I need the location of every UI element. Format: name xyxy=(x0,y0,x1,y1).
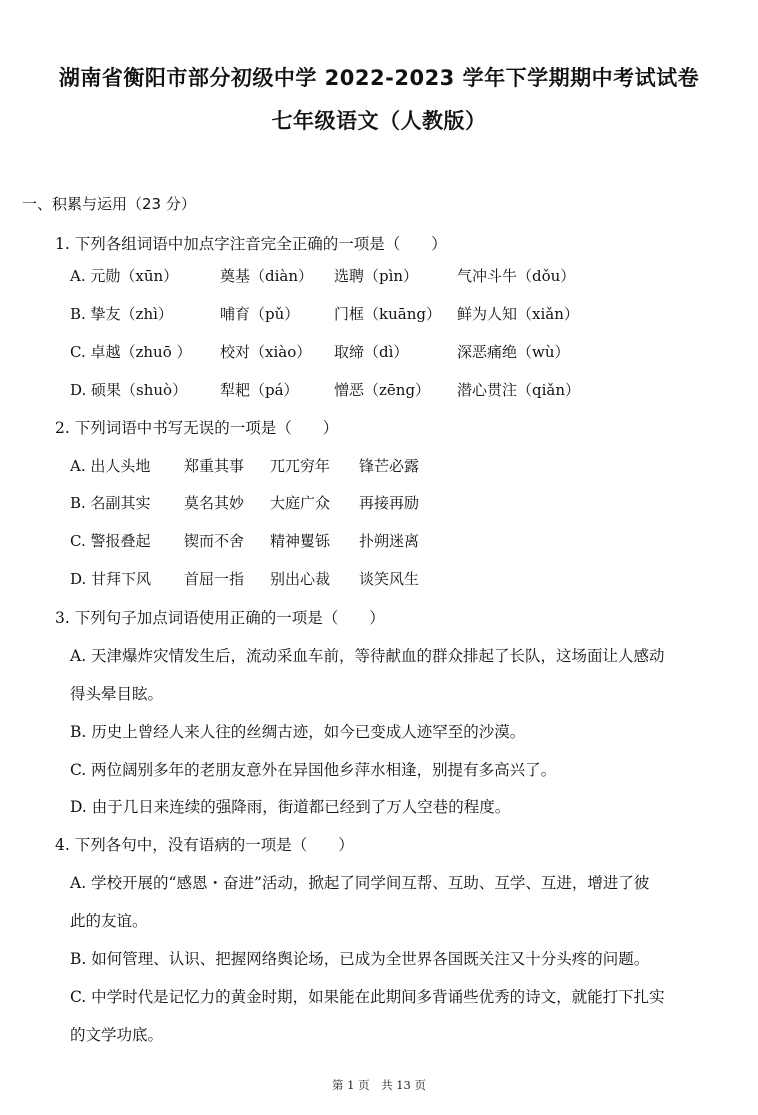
option-item: 潜心贯注（qiǎn） xyxy=(457,381,581,399)
option-item: C. 卓越（zhuō ） xyxy=(70,343,192,361)
option-item: 别出心裁 xyxy=(270,570,331,588)
option-item: 精神矍铄 xyxy=(270,532,331,550)
question-3-stem: 3. 下列句子加点词语使用正确的一项是（ ） xyxy=(55,609,385,627)
option-item: 再接再励 xyxy=(359,494,420,512)
option-item: 首屈一指 xyxy=(184,570,245,588)
option-item: 气冲斗牛（dǒu） xyxy=(457,267,576,285)
option-item: 哺育（pǔ） xyxy=(220,305,300,323)
question-4-option-a: A. 学校开展的“感恩・奋进”活动，掀起了同学间互帮、互助、互学、互进，增进了彼 xyxy=(70,874,650,892)
page-footer: 第 1 页 共 13 页 xyxy=(331,1078,427,1092)
question-1-stem: 1. 下列各组词语中加点字注音完全正确的一项是（ ） xyxy=(55,235,447,253)
option-item: B. 名副其实 xyxy=(70,494,151,512)
exam-subtitle: 七年级语文（人教版） xyxy=(271,109,487,133)
option-item: 鲜为人知（xiǎn） xyxy=(457,305,579,323)
option-item: B. 挚友（zhì） xyxy=(70,305,173,323)
option-item: A. 出人头地 xyxy=(70,457,151,475)
option-item: 奠基（diàn） xyxy=(220,267,314,285)
exam-title: 湖南省衡阳市部分初级中学 2022-2023 学年下学期期中考试试卷 xyxy=(58,66,700,90)
section-heading: 一、积累与运用（23 分） xyxy=(22,195,196,213)
option-item: 大庭广众 xyxy=(270,494,331,512)
option-item: 谈笑风生 xyxy=(359,570,420,588)
option-item: 莫名其妙 xyxy=(184,494,245,512)
option-item: 门框（kuāng） xyxy=(334,305,441,323)
question-2-stem: 2. 下列词语中书写无误的一项是（ ） xyxy=(55,419,339,437)
question-4-option-c-continued: 的文学功底。 xyxy=(70,1026,164,1044)
option-item: 锋芒必露 xyxy=(359,457,420,475)
question-3-option-d: D. 由于几日来连续的强降雨，街道都已经到了万人空巷的程度。 xyxy=(70,798,511,816)
option-item: 校对（xiào） xyxy=(220,343,312,361)
option-item: 郑重其事 xyxy=(184,457,245,475)
option-item: C. 警报叠起 xyxy=(70,532,151,550)
question-3-option-a: A. 天津爆炸灾情发生后，流动采血车前，等待献血的群众排起了长队，这场面让人感动 xyxy=(70,647,665,665)
option-item: 深恶痛绝（wù） xyxy=(457,343,570,361)
option-item: 选聘（pìn） xyxy=(334,267,419,285)
option-item: 犁耙（pá） xyxy=(220,381,299,399)
option-item: 取缔（dì） xyxy=(334,343,409,361)
option-item: D. 甘拜下风 xyxy=(70,570,152,588)
option-item: 锲而不舍 xyxy=(184,532,245,550)
question-4-stem: 4. 下列各句中，没有语病的一项是（ ） xyxy=(55,836,354,854)
question-3-option-c: C. 两位阔别多年的老朋友意外在异国他乡萍水相逢，别提有多高兴了。 xyxy=(70,761,557,779)
question-3-option-b: B. 历史上曾经人来人往的丝绸古迹，如今已变成人迹罕至的沙漠。 xyxy=(70,723,526,741)
option-item: A. 元勋（xūn） xyxy=(70,267,179,285)
question-3-option-a-continued: 得头晕目眩。 xyxy=(70,685,164,703)
option-item: D. 硕果（shuò） xyxy=(70,381,188,399)
question-4-option-a-continued: 此的友谊。 xyxy=(70,912,148,930)
option-item: 兀兀穷年 xyxy=(270,457,331,475)
option-item: 憎恶（zēng） xyxy=(334,381,431,399)
question-4-option-c: C. 中学时代是记忆力的黄金时期，如果能在此期间多背诵些优秀的诗文，就能打下扎实 xyxy=(70,988,665,1006)
option-item: 扑朔迷离 xyxy=(359,532,420,550)
question-4-option-b: B. 如何管理、认识、把握网络舆论场，已成为全世界各国既关注又十分头疼的问题。 xyxy=(70,950,650,968)
